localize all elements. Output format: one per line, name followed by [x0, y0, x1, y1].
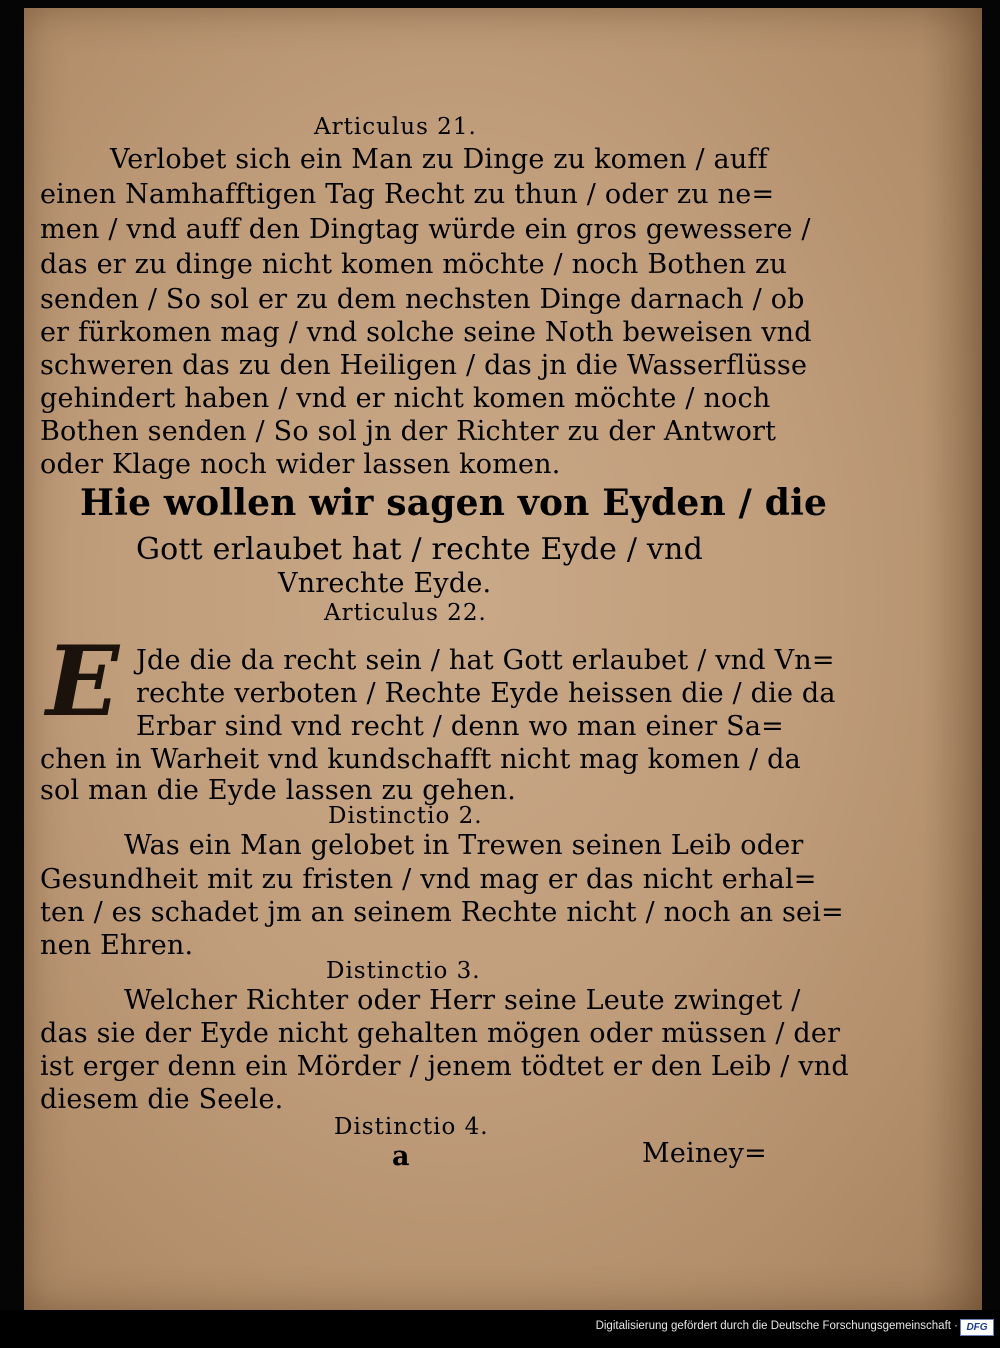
paragraph-2-line-1: Jde die da recht sein / hat Gott erlaubet / vnd Vn=: [136, 645, 835, 676]
article-label: Articulus 22.: [324, 600, 487, 626]
section-heading-line-3: Vnrechte Eyde.: [278, 568, 492, 599]
paragraph-1-line-2: einen Namhafftigen Tag Recht zu thun / oder zu ne=: [40, 179, 775, 210]
decorated-initial-letter: E: [46, 625, 120, 738]
paragraph-4-line-4: diesem die Seele.: [40, 1084, 284, 1115]
distinctio-3-label: Distinctio 3.: [326, 958, 481, 984]
distinctio-4-label: Distinctio 4.: [334, 1114, 489, 1140]
paragraph-1-line-6: er fürkomen mag / vnd solche seine Noth beweisen vnd: [40, 317, 812, 348]
section-heading-line-2: Gott erlaubet hat / rechte Eyde / vnd: [136, 532, 703, 567]
paragraph-1-line-10: oder Klage noch wider lassen komen.: [40, 449, 561, 480]
paragraph-3-line-4: nen Ehren.: [40, 930, 194, 961]
paragraph-2-line-2: rechte verboten / Rechte Eyde heissen die / die da: [136, 678, 836, 709]
funding-credit: Digitalisierung gefördert durch die Deutsche Forschungsgemeinschaft ·: [595, 1320, 958, 1332]
digitization-footer: [0, 1310, 1000, 1348]
page-gutter-shadow: [922, 8, 982, 1310]
running-header: Articulus 21.: [314, 114, 477, 140]
paragraph-1-line-3: men / vnd auff den Dingtag würde ein gros gewessere /: [40, 214, 811, 245]
book-page: [24, 8, 982, 1310]
paragraph-1-line-4: das er zu dinge nicht komen möchte / noch Bothen zu: [40, 249, 788, 280]
paragraph-1-line-9: Bothen senden / So sol jn der Richter zu der Antwort: [40, 416, 777, 447]
paragraph-1-line-5: senden / So sol er zu dem nechsten Dinge darnach / ob: [40, 284, 805, 315]
signature-mark: a: [392, 1141, 410, 1172]
paragraph-4-line-3: ist erger denn ein Mörder / jenem tödtet er den Leib / vnd: [40, 1051, 849, 1082]
dfg-logo: DFG: [960, 1319, 994, 1336]
paragraph-2-line-4: chen in Warheit vnd kundschafft nicht mag komen / da: [40, 744, 801, 775]
paragraph-3-line-1: Was ein Man gelobet in Trewen seinen Leib oder: [124, 830, 804, 861]
paragraph-4-line-1: Welcher Richter oder Herr seine Leute zwinget /: [124, 985, 801, 1016]
paragraph-2-line-5: sol man die Eyde lassen zu gehen.: [40, 775, 517, 806]
paragraph-3-line-2: Gesundheit mit zu fristen / vnd mag er das nicht erhal=: [40, 864, 817, 895]
section-heading-line-1: Hie wollen wir sagen von Eyden / die: [80, 482, 828, 524]
catchword: Meiney=: [642, 1138, 767, 1169]
paragraph-1-line-8: gehindert haben / vnd er nicht komen möchte / noch: [40, 383, 771, 414]
paragraph-4-line-2: das sie der Eyde nicht gehalten mögen oder müssen / der: [40, 1018, 841, 1049]
paragraph-2-line-3: Erbar sind vnd recht / denn wo man einer Sa=: [136, 711, 784, 742]
paragraph-1-line-1: Verlobet sich ein Man zu Dinge zu komen / auff: [110, 144, 768, 175]
paragraph-1-line-7: schweren das zu den Heiligen / das jn die Wasserflüsse: [40, 350, 808, 381]
distinctio-2-label: Distinctio 2.: [328, 803, 483, 829]
paragraph-3-line-3: ten / es schadet jm an seinem Rechte nicht / noch an sei=: [40, 897, 844, 928]
